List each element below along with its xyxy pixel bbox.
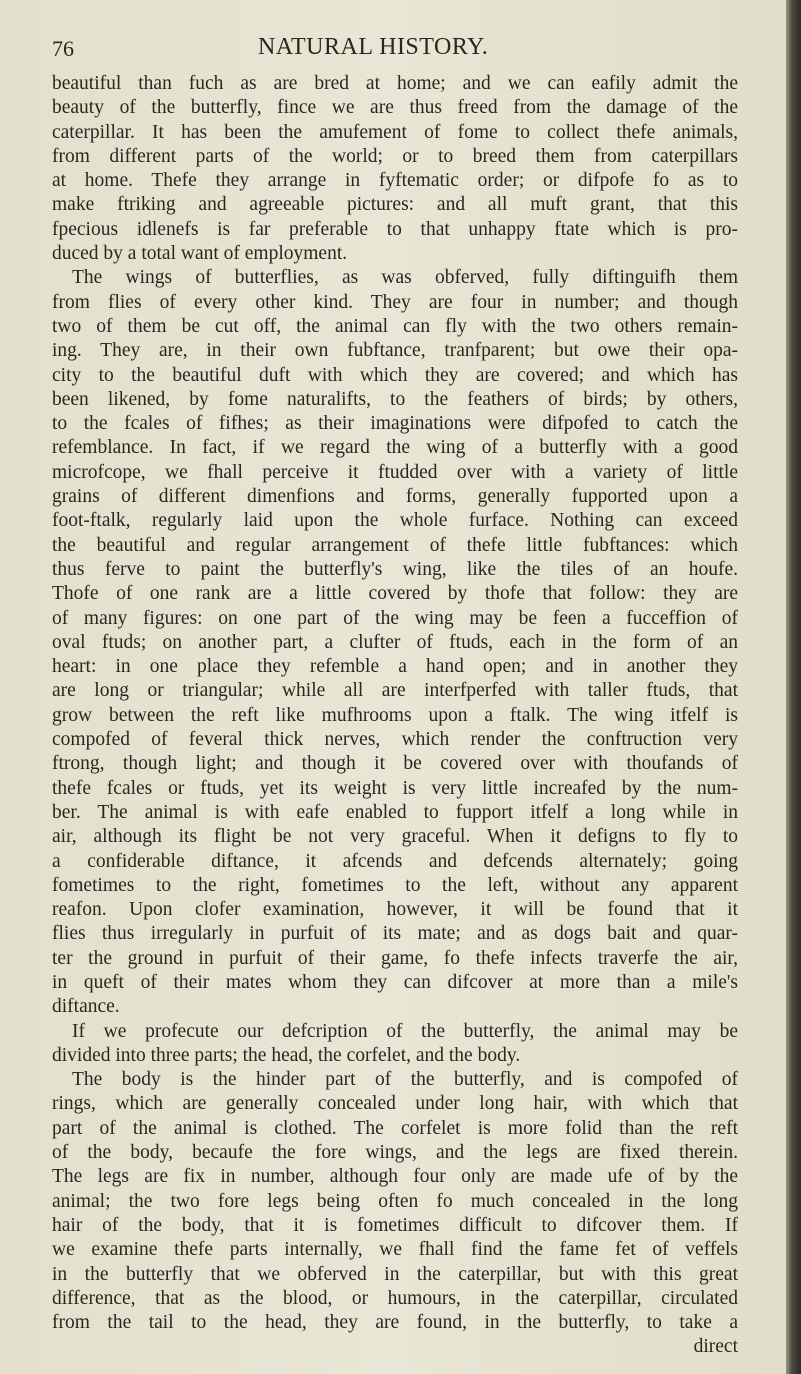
- text-line: ftrong, though light; and though it be covered over with thoufands of: [52, 753, 738, 775]
- text-line: divided into three parts; the head, the corfelet, and the body.: [52, 1044, 521, 1066]
- running-title: NATURAL HISTORY.: [258, 34, 489, 60]
- text-line: been likened, by fome naturalifts, to the feathers of birds; by others,: [52, 388, 738, 410]
- text-line: at home. Thefe they arrange in fyftematic order; or difpofe fo as to: [52, 170, 738, 192]
- text-line: we examine thefe parts internally, we fhall find the fame fet of veffels: [52, 1239, 738, 1261]
- text-line: diftance.: [52, 996, 120, 1018]
- text-line: are long or triangular; while all are interfperfed with taller ftuds, that: [52, 680, 738, 702]
- text-line: from flies of every other kind. They are four in number; and though: [52, 291, 738, 313]
- text-line: hair of the body, that it is fometimes difficult to difcover them. If: [52, 1214, 738, 1236]
- text-line: compofed of feveral thick nerves, which render the conftruction very: [52, 729, 738, 751]
- text-line: grains of different dimenfions and forms, generally fupported upon a: [52, 486, 738, 508]
- text-line: fpecious idlenefs is far preferable to that unhappy ftate which is pro-: [52, 218, 738, 240]
- text-line: ber. The animal is with eafe enabled to fupport itfelf a long while in: [52, 801, 738, 823]
- page-number: 76: [52, 36, 74, 61]
- text-line: of the body, becaufe the fore wings, and the legs are fixed therein.: [52, 1142, 738, 1164]
- text-line: fometimes to the right, fometimes to the left, without any apparent: [52, 874, 738, 896]
- text-line: reafon. Upon clofer examination, however, it will be found that it: [52, 899, 738, 921]
- text-line: direct: [693, 1336, 738, 1358]
- text-line: refemblance. In fact, if we regard the wing of a butterfly with a good: [52, 437, 738, 459]
- text-line: to the fcales of fifhes; as their imaginations were difpofed to catch the: [52, 413, 738, 435]
- text-line: animal; the two fore legs being often fo much concealed in the long: [52, 1190, 738, 1212]
- text-line: make ftriking and agreeable pictures: and all muft grant, that this: [52, 194, 738, 216]
- text-line: in the butterfly that we obferved in the caterpillar, but with this great: [52, 1263, 738, 1285]
- text-line: rings, which are generally concealed under long hair, with which that: [52, 1093, 738, 1115]
- text-line: air, although its flight be not very graceful. When it defigns to fly to: [52, 826, 738, 848]
- text-line: The body is the hinder part of the butterfly, and is compofed of: [72, 1069, 738, 1091]
- text-line: a confiderable diftance, it afcends and defcends alternately; going: [52, 850, 738, 872]
- text-line: grow between the reft like mufhrooms upon a ftalk. The wing itfelf is: [52, 704, 738, 726]
- text-line: microfcope, we fhall perceive it ftudded over with a variety of little: [52, 461, 738, 483]
- text-line: from the tail to the head, they are found, in the butterfly, to take a: [52, 1312, 738, 1334]
- text-line: thus ferve to paint the butterfly's wing, like the tiles of an houfe.: [52, 558, 738, 580]
- text-line: duced by a total want of employment.: [52, 243, 348, 265]
- text-line: beautiful than fuch as are bred at home; and we can eafily admit the: [52, 73, 738, 94]
- text-line: thefe fcales or ftuds, yet its weight is very little increafed by the num-: [52, 777, 738, 799]
- text-line: ter the ground in purfuit of their game, fo thefe infects traverfe the air,: [52, 947, 738, 969]
- text-line: ing. They are, in their own fubftance, tranfparent; but owe their opa-: [52, 340, 738, 362]
- text-line: city to the beautiful duft with which they are covered; and which has: [52, 364, 738, 386]
- book-spine-edge: [786, 0, 801, 1374]
- text-line: flies thus irregularly in purfuit of its mate; and as dogs bait and quar-: [52, 923, 738, 945]
- text-line: from different parts of the world; or to breed them from caterpillars: [52, 145, 738, 167]
- text-line: part of the animal is clothed. The corfelet is more folid than the reft: [52, 1117, 738, 1139]
- text-line: The wings of butterflies, as was obferved, fully diftinguifh them: [72, 267, 738, 289]
- text-line: in queft of their mates whom they can difcover at more than a mile's: [52, 971, 738, 993]
- text-line: Thofe of one rank are a little covered by thofe that follow: they are: [52, 583, 738, 605]
- text-line: difference, that as the blood, or humours, in the caterpillar, circulated: [52, 1287, 738, 1309]
- body-text: [52, 72, 738, 1360]
- text-line: oval ftuds; on another part, a clufter of ftuds, each in the form of an: [52, 631, 738, 653]
- text-line: heart: in one place they refemble a hand open; and in another they: [52, 656, 738, 678]
- text-line: the beautiful and regular arrangement of thefe little fubftances: which: [52, 534, 738, 556]
- text-line: two of them be cut off, the animal can fly with the two others remain-: [52, 315, 738, 337]
- text-line: caterpillar. It has been the amufement of fome to collect thefe animals,: [52, 121, 738, 143]
- text-line: If we profecute our defcription of the butterfly, the animal may be: [72, 1020, 738, 1042]
- text-line: The legs are fix in number, although four only are made ufe of by the: [52, 1166, 738, 1188]
- text-line: foot-ftalk, regularly laid upon the whole furface. Nothing can exceed: [52, 510, 738, 532]
- text-line: beauty of the butterfly, fince we are thus freed from the damage of the: [52, 97, 738, 119]
- text-line: of many figures: on one part of the wing may be feen a fucceffion of: [52, 607, 738, 629]
